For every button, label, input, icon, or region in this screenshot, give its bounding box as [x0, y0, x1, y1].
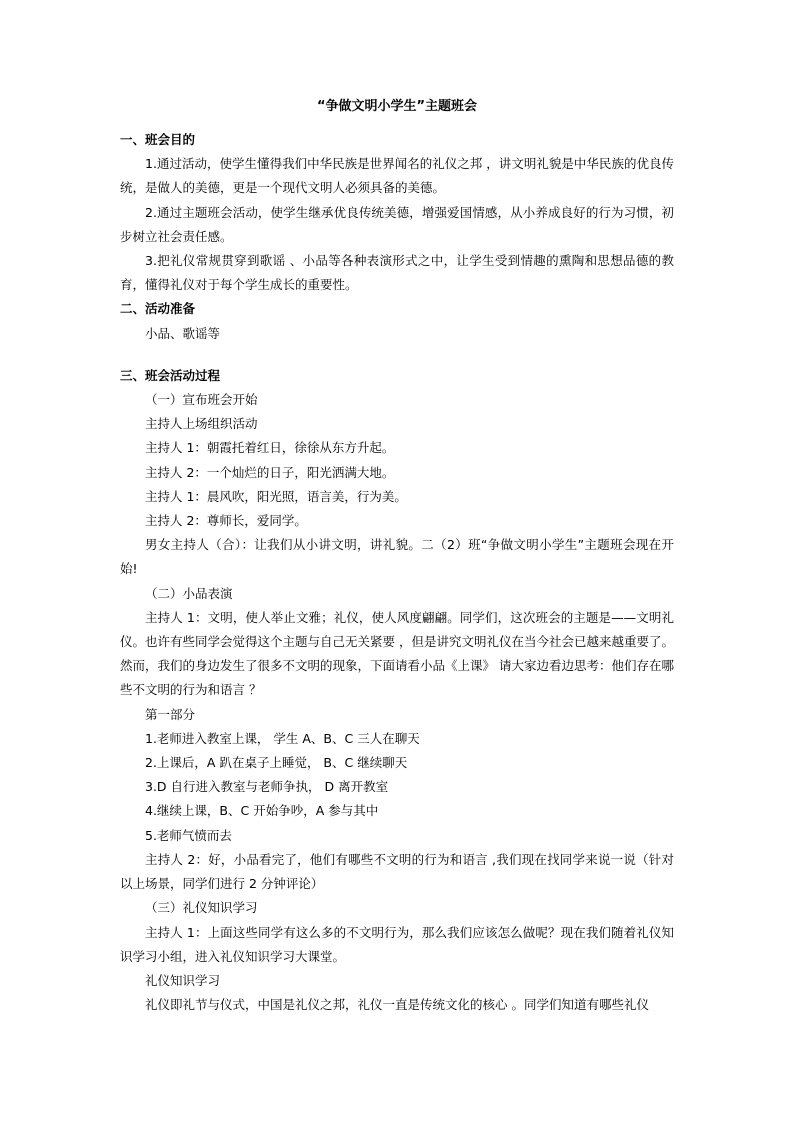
process-line: 第一部分	[145, 706, 196, 722]
process-line: 2.上课后，A 趴在桌子上睡觉， B、C 继续聊天	[145, 755, 408, 771]
process-line: 主持人 1：朝霞托着红日，徐徐从东方升起。	[145, 440, 395, 456]
process-line: 礼仪即礼节与仪式，中国是礼仪之邦，礼仪一直是传统文化的核心 。同学们知道有哪些礼仪	[145, 997, 649, 1013]
document-page	[120, 96, 674, 1017]
process-line: 3.D 自行进入教室与老师争执， D 离开教室	[145, 779, 389, 795]
process-line: 主持人 2：尊师长，爱同学。	[145, 513, 307, 529]
paragraph-gap	[120, 346, 674, 364]
process-line: 主持人 2：好，小品看完了，他们有哪些不文明的行为和语言 ,我们现在找同学来说一说（针对以上场景，同学们进行 2 分钟评论）	[120, 851, 674, 892]
section-heading-process: 三、班会活动过程	[120, 367, 221, 383]
section-heading-preparation: 二、活动准备	[120, 301, 196, 317]
process-line: 5.老师气愤而去	[145, 827, 232, 843]
process-line: 男女主持人（合）：让我们从小讲文明，讲礼貌。二（2）班“争做文明小学生”主题班会现在开始!	[120, 537, 674, 577]
process-line: 主持人 1：文明，使人举止文雅；礼仪，使人风度翩翩。同学们，这次班会的主题是——文明礼仪。也许有些同学会觉得这个主题与自己无关紧要 ，但是讲究文明礼仪在当今社会已越来越重要了。然而，我们的身边发生了很多不文明的现象，下面请看小品《上课》 请大家边看边思考：他们存在哪些不文明的行为和语言 ？	[120, 609, 674, 698]
process-line: 主持人 1：上面这些同学有这么多的不文明行为，那么我们应该怎么做呢？现在我们随着礼仪知识学习小组，进入礼仪知识学习大课堂。	[120, 924, 674, 964]
purpose-item-3: 3.把礼仪常规贯穿到歌谣 、小品等各种表演形式之中，让学生受到情趣的熏陶和思想品德的教育，懂得礼仪对于每个学生成长的重要性。	[120, 253, 674, 293]
process-line: 1.老师进入教室上课， 学生 A、B、C 三人在聊天	[145, 730, 420, 746]
subheading-skit: （二）小品表演	[145, 585, 233, 601]
document-title: “争做文明小学生”主题班会	[316, 99, 478, 114]
process-line: 4.继续上课，B、C 开始争吵，A 参与其中	[145, 803, 379, 819]
process-line: 主持人 2：一个灿烂的日子，阳光洒满大地。	[145, 464, 395, 480]
purpose-item-1: 1.通过活动，使学生懂得我们中华民族是世界闻名的礼仪之邦 ，讲文明礼貌是中华民族的优良传统，是做人的美德，更是一个现代文明人必须具备的美德。	[120, 156, 674, 196]
preparation-text: 小品、歌谣等	[145, 325, 221, 341]
process-line: 主持人 1：晨风吹，阳光照，语言美，行为美。	[145, 488, 407, 504]
subheading-opening: （一）宣布班会开始	[145, 392, 258, 408]
purpose-item-2: 2.通过主题班会活动，使学生继承优良传统美德，增强爱国情感，从小养成良好的行为习惯，初步树立社会责任感。	[120, 204, 674, 244]
process-line: 主持人上场组织活动	[145, 416, 258, 432]
process-line: 礼仪知识学习	[145, 972, 221, 988]
subheading-etiquette: （三）礼仪知识学习	[145, 900, 258, 916]
section-heading-purpose: 一、班会目的	[120, 132, 196, 147]
